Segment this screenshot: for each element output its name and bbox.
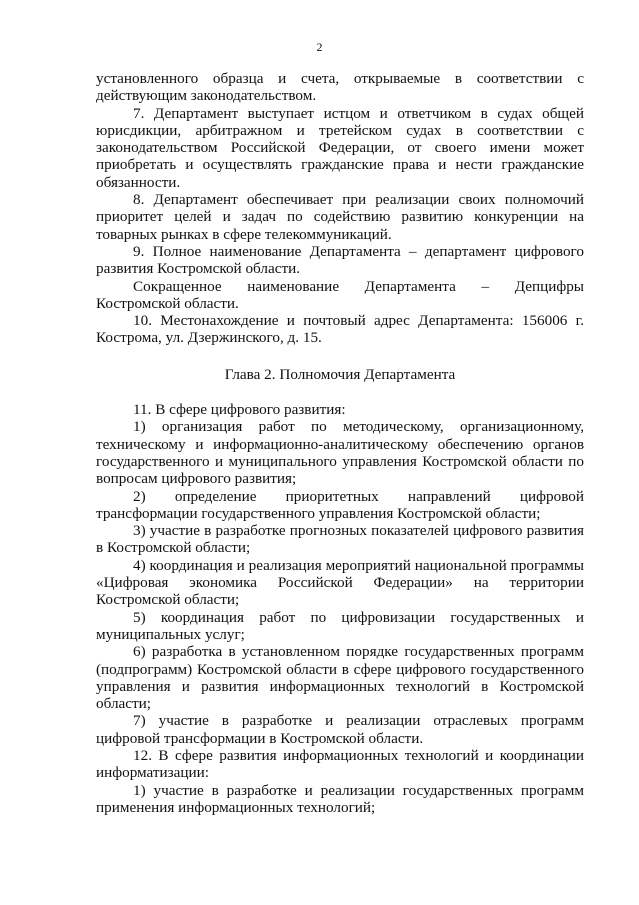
document-body bbox=[96, 70, 584, 816]
list-item: 2) определение приоритетных направлений цифровой трансформации государственного управления Костромской области; bbox=[96, 487, 584, 522]
list-item: 1) участие в разработке и реализации государственных программ применения информационных технологий; bbox=[96, 781, 584, 816]
paragraph-10: 10. Местонахождение и почтовый адрес Департамента: 156006 г. Кострома, ул. Дзержинского, д. 15. bbox=[96, 312, 584, 347]
section-12-title: 12. В сфере развития информационных технологий и координации информатизации: bbox=[96, 746, 584, 782]
paragraph-9-short-name: Сокращенное наименование Департамента – Депцифры Костромской области. bbox=[96, 277, 584, 312]
list-item: 7) участие в разработке и реализации отраслевых программ цифровой трансформации в Костромской области. bbox=[96, 712, 584, 747]
list-item: 3) участие в разработке прогнозных показателей цифрового развития в Костромской области; bbox=[96, 522, 584, 557]
paragraph-7: 7. Департамент выступает истцом и ответчиком в судах общей юрисдикции, арбитражном и третейском судах в соответствии с законодательством Российской Федерации, от своего имени может приобретать и осуществлять гражданские права и нести гражданские обязанности. bbox=[96, 104, 584, 191]
list-item: 6) разработка в установленном порядке государственных программ (подпрограмм) Костромской области в сфере цифрового государственного управления и развития информационных технологий в Костромской области; bbox=[96, 643, 584, 713]
section-11-title: 11. В сфере цифрового развития: bbox=[133, 401, 346, 419]
paragraph-8: 8. Департамент обеспечивает при реализации своих полномочий приоритет целей и задач по содействию развитию конкуренции на товарных рынках в сфере телекоммуникаций. bbox=[96, 191, 584, 243]
page-number: 2 bbox=[316, 40, 323, 54]
list-item: 5) координация работ по цифровизации государственных и муниципальных услуг; bbox=[96, 608, 584, 643]
paragraph-9: 9. Полное наименование Департамента – департамент цифрового развития Костромской области. bbox=[96, 242, 584, 278]
paragraph-continuation: установленного образца и счета, открываемые в соответствии с действующим законодательством. bbox=[96, 70, 584, 105]
chapter-heading: Глава 2. Полномочия Департамента bbox=[224, 365, 456, 383]
list-item: 4) координация и реализация мероприятий национальной программы «Цифровая экономика Российской Федерации» на территории Костромской области; bbox=[96, 556, 584, 609]
list-item: 1) организация работ по методическому, организационному, техническому и информационно-аналитическому обеспечению органов государственного и муниципального управления Костромской области по вопросам цифрового развития; bbox=[96, 418, 584, 488]
